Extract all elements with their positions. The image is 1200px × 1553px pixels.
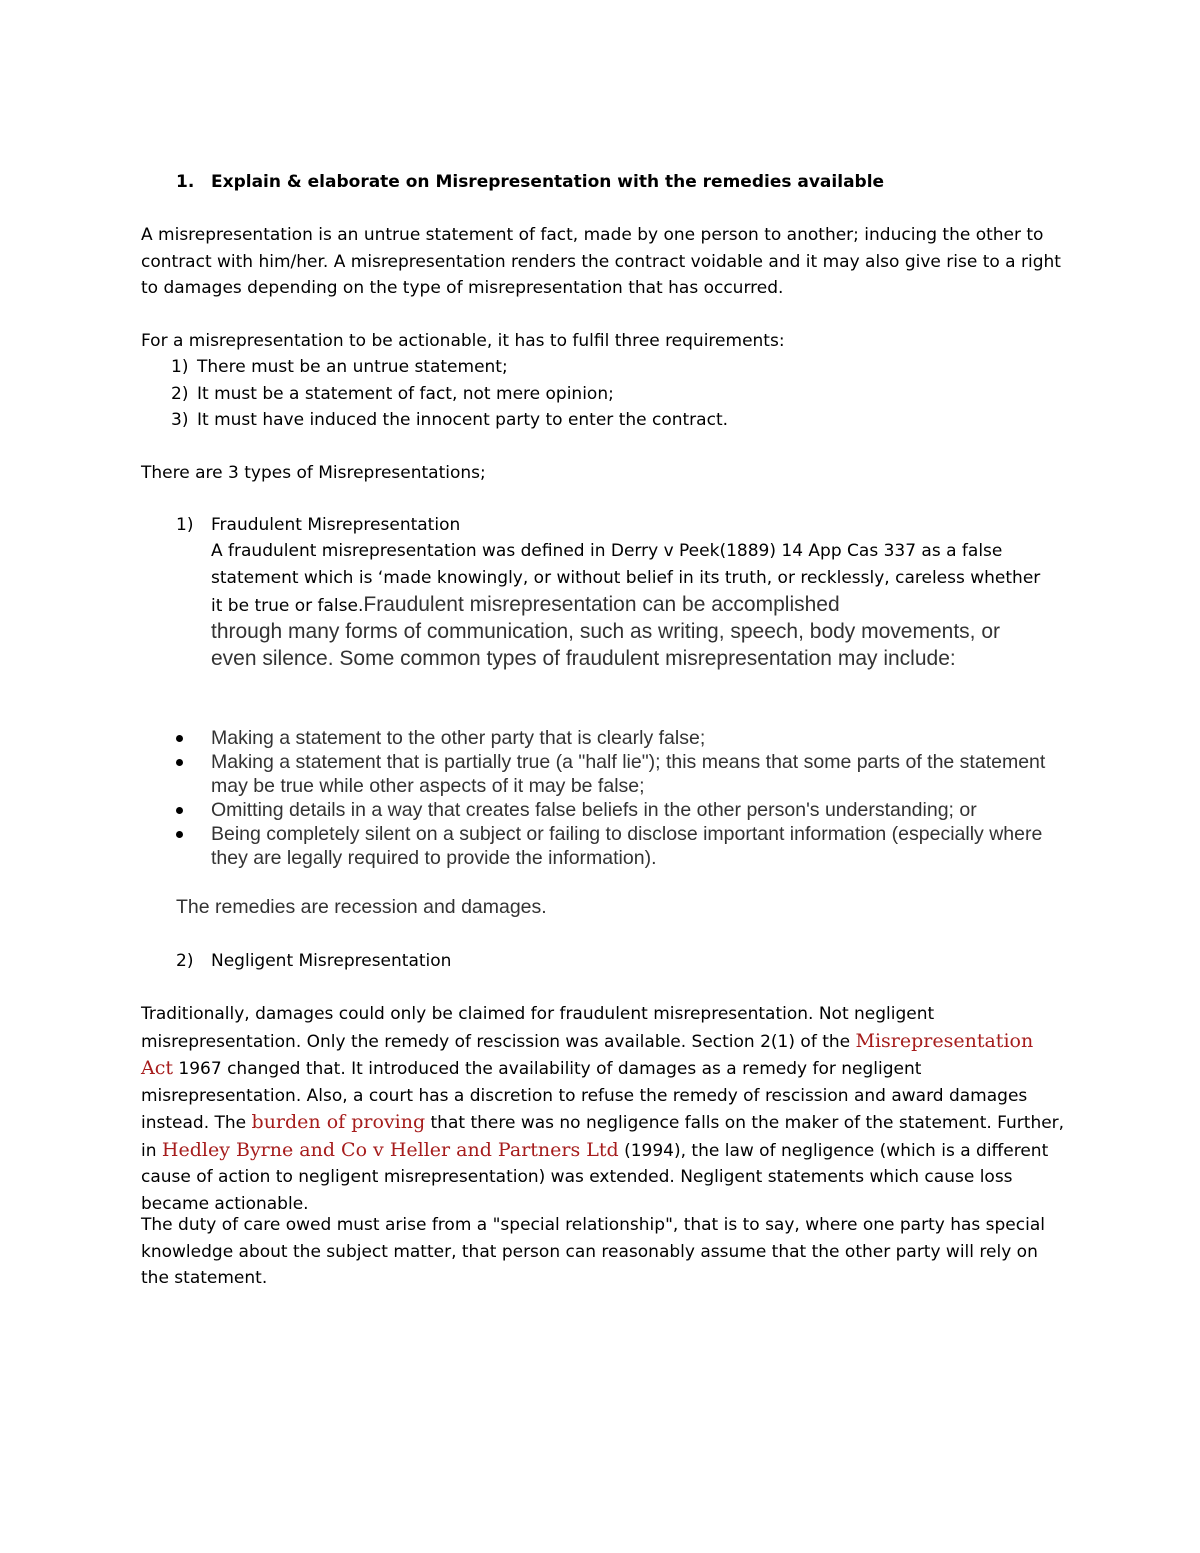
- bullet-icon: [176, 831, 183, 838]
- remedies-note: The remedies are recession and damages.: [176, 896, 547, 918]
- heading-title: Explain & elaborate on Misrepresentation with the remedies available: [211, 172, 885, 192]
- negligent-heading: 2) Negligent Misrepresentation: [176, 951, 452, 971]
- list-item: Making a statement to the other party that is clearly false;: [176, 726, 1046, 750]
- link-burden-of-proving[interactable]: burden of proving: [251, 1111, 426, 1133]
- fraudulent-forms: through many forms of communication, such as writing, speech, body movements, or even silence. Some common types of fraudulent misrepresentation may include:: [211, 620, 1001, 670]
- bullet-icon: [176, 759, 183, 766]
- intro-paragraph: A misrepresentation is an untrue statement of fact, made by one person to another; inducing the other to contract with him/her. A misrepresentation renders the contract voidable and it may also give rise to a right to damages depending on the type of misrepresentation that has occurred.: [141, 225, 1061, 298]
- bullet-icon: [176, 807, 183, 814]
- list-item: Omitting details in a way that creates false beliefs in the other person's understanding; or: [176, 798, 1046, 822]
- fraud-types-list: [176, 726, 1046, 870]
- bullet-icon: [176, 735, 183, 742]
- list-item: Being completely silent on a subject or failing to disclose important information (especially where they are legally required to provide the information).: [176, 822, 1046, 870]
- requirement-item: 2) It must be a statement of fact, not mere opinion;: [171, 383, 614, 404]
- requirements-list: [141, 354, 1061, 434]
- negligent-paragraph: Traditionally, damages could only be claimed for fraudulent misrepresentation. Not negligent misrepresentation. Only the remedy of rescission was available. Section 2(1) of the Misrepresentation Act 1967 changed that. It introduced the availability of damages as a remedy for negligent misrepresentation. Also, a court has a discretion to refuse the remedy of rescission and award damages instead. The burden of proving that there was no negligence falls on the maker of the statement. Further, in Hedley Byrne and Co v Heller and Partners Ltd (1994), the law of negligence (which is a different cause of action to negligent misrepresentation) was extended. Negligent statements which cause loss became actionable.: [141, 1004, 1065, 1214]
- fraudulent-heading: 1) Fraudulent Misrepresentation: [176, 515, 461, 535]
- list-item: Making a statement that is partially true (a "half lie"); this means that some parts of the statement may be true while other aspects of it may be false;: [176, 750, 1046, 798]
- duty-of-care-paragraph: The duty of care owed must arise from a "special relationship", that is to say, where one party has special knowledge about the subject matter, that person can reasonably assume that the other party will rely on the statement.: [141, 1215, 1045, 1288]
- heading-number: 1.: [176, 172, 195, 192]
- requirements-lead: For a misrepresentation to be actionable, it has to fulfil three requirements:: [141, 331, 785, 351]
- fraudulent-definition: A fraudulent misrepresentation was defined in Derry v Peek(1889) 14 App Cas 337 as a false statement which is ‘made knowingly, or without belief in its truth, or recklessly, careless whether it be true or false.Fraudulent misrepresentation can be accomplished: [211, 541, 1041, 616]
- question-heading: [176, 169, 884, 195]
- requirement-item: 1) There must be an untrue statement;: [171, 357, 508, 377]
- types-lead: There are 3 types of Misrepresentations;: [141, 463, 486, 483]
- requirement-item: 3) It must have induced the innocent party to enter the contract.: [171, 410, 729, 430]
- link-hedley-byrne[interactable]: Hedley Byrne and Co v Heller and Partners Ltd: [161, 1138, 619, 1161]
- link-misrepresentation-act[interactable]: Misrepresentation Act: [141, 1029, 1034, 1079]
